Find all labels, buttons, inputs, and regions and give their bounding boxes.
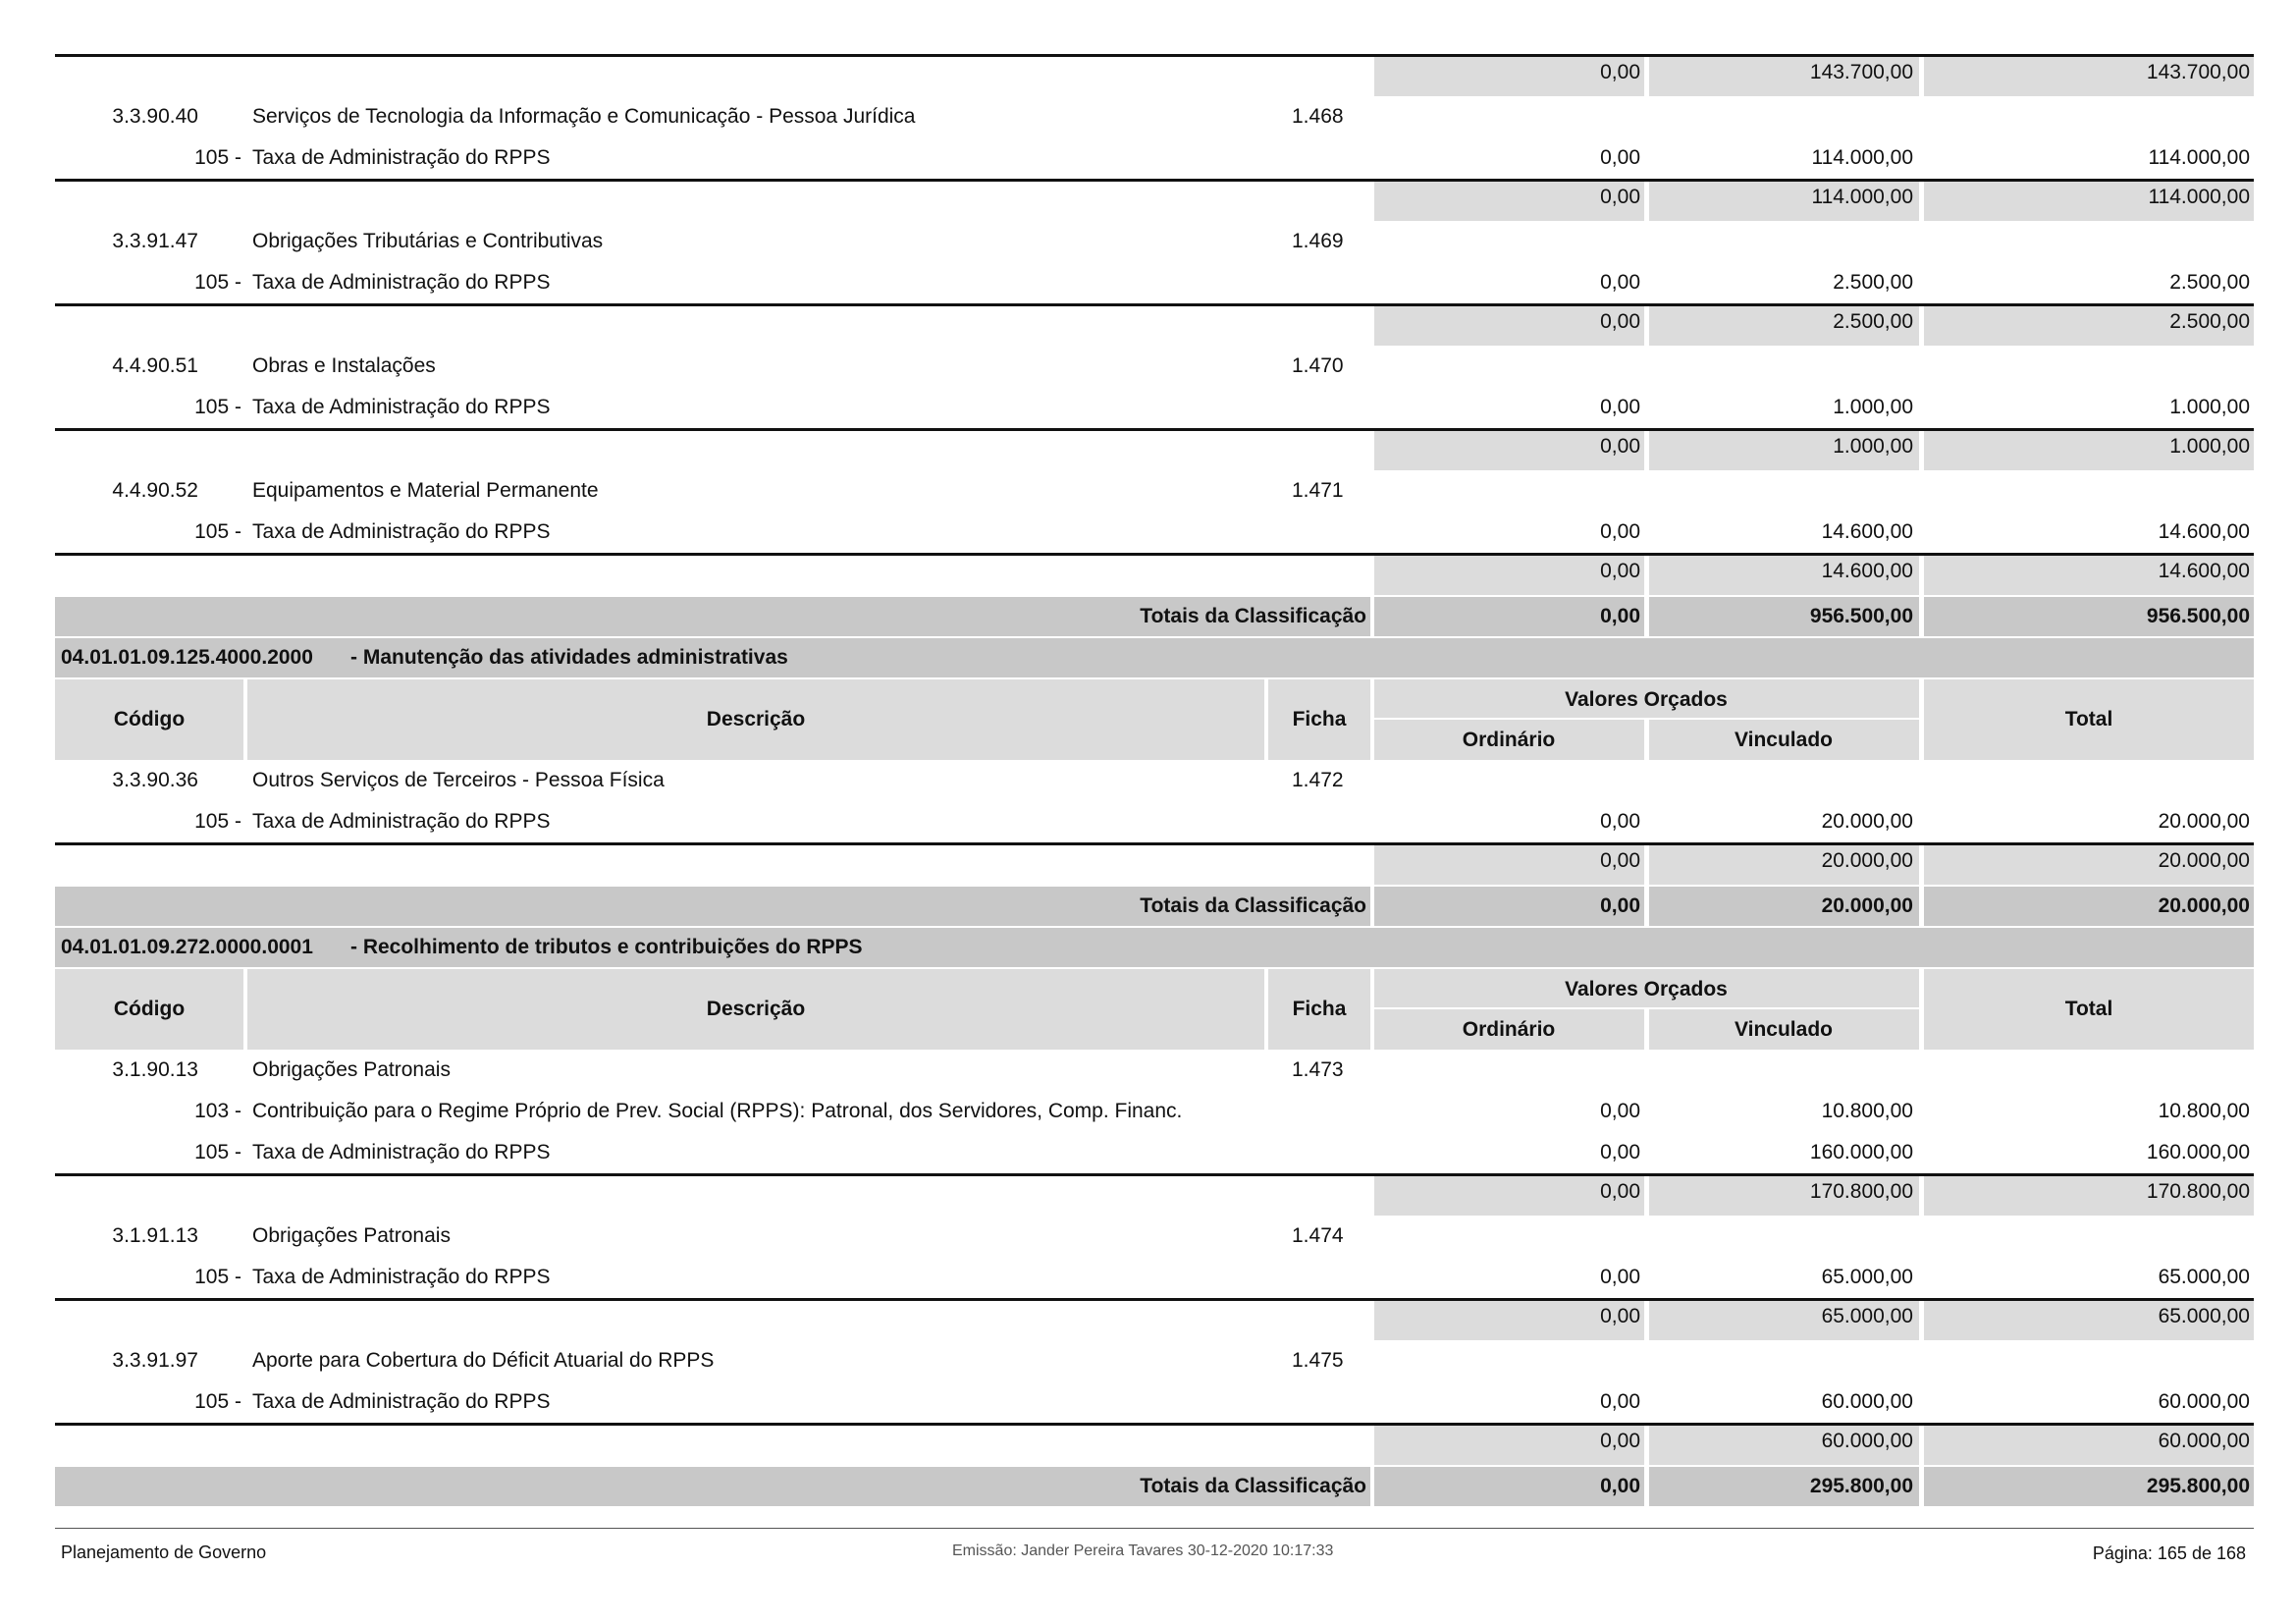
totals-label: Totais da Classificação <box>1140 894 1366 917</box>
source-description: Taxa de Administração do RPPS <box>252 271 551 294</box>
header-ficha: Ficha <box>1292 998 1347 1020</box>
section-title: - Recolhimento de tributos e contribuições do RPPS <box>350 936 863 958</box>
source-vinculado: 160.000,00 <box>1809 1141 1913 1163</box>
source-vinculado: 114.000,00 <box>1811 146 1913 169</box>
item-code: 3.3.90.40 <box>112 105 198 128</box>
totals-total: 295.800,00 <box>2146 1475 2250 1497</box>
subtotal-total: 2.500,00 <box>2169 310 2250 333</box>
subtotal-total: 65.000,00 <box>2158 1305 2250 1327</box>
subtotal-vinculado: 170.800,00 <box>1809 1180 1913 1203</box>
totals-label: Totais da Classificação <box>1140 1475 1366 1497</box>
source-ordinario: 0,00 <box>1600 1100 1640 1122</box>
header-valores-orcados: Valores Orçados <box>1565 977 1728 1001</box>
item-code: 3.1.90.13 <box>112 1058 198 1081</box>
source-description: Taxa de Administração do RPPS <box>252 146 551 169</box>
item-ficha: 1.471 <box>1292 479 1344 502</box>
subtotal-vinculado: 20.000,00 <box>1821 849 1913 872</box>
item-description: Obrigações Tributárias e Contributivas <box>252 230 604 252</box>
subtotal-vinculado: 143.700,00 <box>1809 61 1913 83</box>
subtotal-total: 14.600,00 <box>2158 560 2250 582</box>
subtotal-ordinario: 0,00 <box>1600 560 1640 582</box>
source-total: 2.500,00 <box>2169 271 2250 294</box>
totals-ordinario: 0,00 <box>1600 1475 1640 1497</box>
source-code: 103 - <box>194 1100 241 1122</box>
source-code: 105 - <box>194 146 241 169</box>
totals-vinculado: 295.800,00 <box>1809 1475 1913 1497</box>
source-total: 1.000,00 <box>2169 396 2250 418</box>
source-ordinario: 0,00 <box>1600 396 1640 418</box>
source-ordinario: 0,00 <box>1600 1266 1640 1288</box>
item-code: 3.1.91.13 <box>112 1224 198 1247</box>
source-total: 20.000,00 <box>2158 810 2250 833</box>
header-valores-orcados: Valores Orçados <box>1565 687 1728 711</box>
totals-vinculado: 956.500,00 <box>1809 605 1913 627</box>
footer-emission: Emissão: Jander Pereira Tavares 30-12-2020 10:17:33 <box>952 1542 1334 1559</box>
source-code: 105 - <box>194 1141 241 1163</box>
subtotal-total: 20.000,00 <box>2158 849 2250 872</box>
source-total: 10.800,00 <box>2158 1100 2250 1122</box>
subtotal-vinculado: 1.000,00 <box>1833 435 1913 458</box>
source-vinculado: 60.000,00 <box>1821 1390 1913 1413</box>
source-ordinario: 0,00 <box>1600 1390 1640 1413</box>
subtotal-ordinario: 0,00 <box>1600 310 1640 333</box>
subtotal-ordinario: 0,00 <box>1600 186 1640 208</box>
header-ordinario: Ordinário <box>1462 728 1556 751</box>
header-vinculado: Vinculado <box>1735 1017 1833 1041</box>
subtotal-vinculado: 114.000,00 <box>1811 186 1913 208</box>
source-code: 105 - <box>194 520 241 543</box>
item-description: Aporte para Cobertura do Déficit Atuarial do RPPS <box>252 1349 715 1372</box>
header-descricao: Descrição <box>706 998 806 1020</box>
source-ordinario: 0,00 <box>1600 1141 1640 1163</box>
section-title: - Manutenção das atividades administrativas <box>350 646 788 669</box>
source-ordinario: 0,00 <box>1600 271 1640 294</box>
item-description: Equipamentos e Material Permanente <box>252 479 599 502</box>
item-code: 4.4.90.52 <box>112 479 198 502</box>
subtotal-total: 60.000,00 <box>2158 1430 2250 1452</box>
totals-total: 956.500,00 <box>2146 605 2250 627</box>
source-vinculado: 2.500,00 <box>1833 271 1913 294</box>
totals-label: Totais da Classificação <box>1140 605 1366 627</box>
source-total: 114.000,00 <box>2148 146 2250 169</box>
subtotal-vinculado: 14.600,00 <box>1821 560 1913 582</box>
header-ordinario: Ordinário <box>1462 1017 1556 1041</box>
subtotal-total: 1.000,00 <box>2169 435 2250 458</box>
item-description: Obrigações Patronais <box>252 1058 451 1081</box>
subtotal-total: 114.000,00 <box>2148 186 2250 208</box>
source-description: Taxa de Administração do RPPS <box>252 1141 551 1163</box>
source-description: Taxa de Administração do RPPS <box>252 810 551 833</box>
subtotal-vinculado: 60.000,00 <box>1821 1430 1913 1452</box>
source-code: 105 - <box>194 396 241 418</box>
item-code: 3.3.91.47 <box>112 230 198 252</box>
header-ficha: Ficha <box>1292 708 1347 730</box>
footer-left: Planejamento de Governo <box>61 1542 267 1562</box>
header-total: Total <box>2064 708 2113 730</box>
totals-total: 20.000,00 <box>2158 894 2250 917</box>
source-code: 105 - <box>194 810 241 833</box>
header-total: Total <box>2064 998 2113 1020</box>
item-ficha: 1.469 <box>1292 230 1344 252</box>
source-total: 60.000,00 <box>2158 1390 2250 1413</box>
subtotal-ordinario: 0,00 <box>1600 1305 1640 1327</box>
totals-ordinario: 0,00 <box>1600 605 1640 627</box>
subtotal-vinculado: 65.000,00 <box>1821 1305 1913 1327</box>
source-code: 105 - <box>194 1390 241 1413</box>
subtotal-ordinario: 0,00 <box>1600 1180 1640 1203</box>
item-description: Outros Serviços de Terceiros - Pessoa Física <box>252 769 665 791</box>
subtotal-ordinario: 0,00 <box>1600 1430 1640 1452</box>
item-code: 3.3.91.97 <box>112 1349 198 1372</box>
section-code: 04.01.01.09.272.0000.0001 <box>61 936 313 958</box>
subtotal-total: 170.800,00 <box>2146 1180 2250 1203</box>
source-total: 65.000,00 <box>2158 1266 2250 1288</box>
totals-ordinario: 0,00 <box>1600 894 1640 917</box>
item-code: 3.3.90.36 <box>112 769 198 791</box>
source-total: 160.000,00 <box>2146 1141 2250 1163</box>
source-vinculado: 20.000,00 <box>1821 810 1913 833</box>
source-ordinario: 0,00 <box>1600 520 1640 543</box>
item-description: Obrigações Patronais <box>252 1224 451 1247</box>
source-description: Taxa de Administração do RPPS <box>252 396 551 418</box>
item-ficha: 1.474 <box>1292 1224 1344 1247</box>
source-vinculado: 65.000,00 <box>1821 1266 1913 1288</box>
source-code: 105 - <box>194 271 241 294</box>
item-description: Obras e Instalações <box>252 354 436 377</box>
subtotal-ordinario: 0,00 <box>1600 435 1640 458</box>
header-vinculado: Vinculado <box>1735 728 1833 751</box>
source-ordinario: 0,00 <box>1600 146 1640 169</box>
subtotal-total: 143.700,00 <box>2146 61 2250 83</box>
source-vinculado: 1.000,00 <box>1833 396 1913 418</box>
item-ficha: 1.468 <box>1292 105 1344 128</box>
item-ficha: 1.470 <box>1292 354 1344 377</box>
source-description: Taxa de Administração do RPPS <box>252 1390 551 1413</box>
source-description: Taxa de Administração do RPPS <box>252 520 551 543</box>
source-code: 105 - <box>194 1266 241 1288</box>
item-ficha: 1.473 <box>1292 1058 1344 1081</box>
source-ordinario: 0,00 <box>1600 810 1640 833</box>
source-vinculado: 10.800,00 <box>1821 1100 1913 1122</box>
source-description: Contribuição para o Regime Próprio de Prev. Social (RPPS): Patronal, dos Servidores, Comp. Financ. <box>252 1100 1183 1122</box>
item-description: Serviços de Tecnologia da Informação e Comunicação - Pessoa Jurídica <box>252 105 916 128</box>
subtotal-ordinario: 0,00 <box>1600 61 1640 83</box>
item-code: 4.4.90.51 <box>112 354 198 377</box>
header-codigo: Código <box>113 998 186 1020</box>
section-code: 04.01.01.09.125.4000.2000 <box>61 646 313 669</box>
item-ficha: 1.472 <box>1292 769 1344 791</box>
footer-page: Página: 165 de 168 <box>2092 1543 2246 1563</box>
source-description: Taxa de Administração do RPPS <box>252 1266 551 1288</box>
totals-vinculado: 20.000,00 <box>1821 894 1913 917</box>
header-codigo: Código <box>113 708 186 730</box>
header-descricao: Descrição <box>706 708 806 730</box>
footer-separator <box>55 1528 2254 1529</box>
source-vinculado: 14.600,00 <box>1821 520 1913 543</box>
subtotal-vinculado: 2.500,00 <box>1833 310 1913 333</box>
item-ficha: 1.475 <box>1292 1349 1344 1372</box>
subtotal-ordinario: 0,00 <box>1600 849 1640 872</box>
source-total: 14.600,00 <box>2158 520 2250 543</box>
